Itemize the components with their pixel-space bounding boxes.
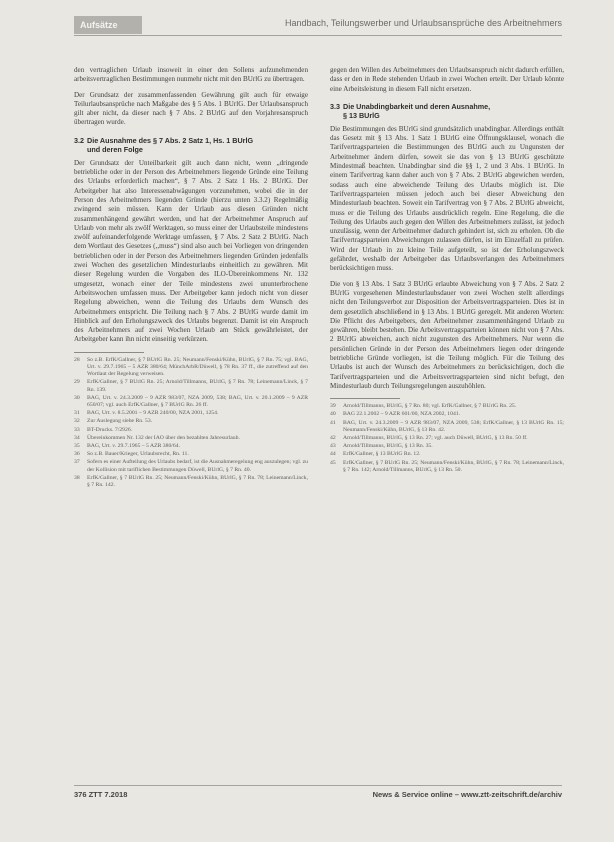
section-title: Die Ausnahme des § 7 Abs. 2 Satz 1, Hs. 1 BUrlG: [87, 135, 254, 145]
section-title: Die Unabdingbarkeit und deren Ausnahme,: [343, 101, 491, 111]
section-number: 3.2: [74, 135, 84, 145]
body-paragraph-2: Die von § 13 Abs. 1 Satz 3 BUrlG erlaubte Abweichung von § 7 Abs. 2 Satz 2 BUrlG vorgesehenen Mindesturlaubsdauer von zwei Wochen stellt allerdings nicht den Teilungsverbot zur Disposition der Arbeitsvertragsparteien. Dies ist in dem gesetzlich abschließend in § 13 Abs. 1 BUrlG geregelt. Mit anderen Worten: Die Pflicht des Arbeitgebers, den Arbeitnehmer zusammenhängend Urlaub zu gewähren, bleibt bestehen. Die Arbeitsvertragsparteien können nicht von § 7 Abs. 2 BUrlG abweichen, auch nicht zugunsten des Arbeitnehmers. Nur wenn die persönlichen Gründe in der Person des Arbeitnehmers liegen oder dringende betriebliche Gründe vorliegen, ist die Teilung möglich. Für die Teilung des Urlaubs ist auch der Wunsch des Arbeitnehmers zu berücksichtigen, doch die Tarifvertragsparteien und die Arbeitsvertragsparteien sind nicht befugt, den Mindesturlaub durch Teilungsregelungen auszuhöhlen.: [330, 279, 564, 390]
intro-paragraph: gegen den Willen des Arbeitnehmers den Urlaubsanspruch nicht dadurch erfüllen, dass er den in Rede stehenden Urlaub in zwei Wochen erteilt. Der Urlaub könnte eine Arbeitsleistung in diesem Fall nicht ersetzen.: [330, 66, 564, 93]
section-tag: Aufsätze: [74, 16, 142, 34]
footnote: 29 ErfK/Gallner, § 7 BUrlG Rn. 25; Arnold/Tillmanns, BUrlG, § 7 Rn. 78; Leinemann/Linck, § 7 Rn. 139.: [74, 379, 308, 393]
header-rule: [74, 35, 562, 36]
section-heading-3-3: [330, 102, 564, 120]
footnote: 42 Arnold/Tillmanns, BUrlG, § 13 Rn. 27; vgl. auch Düwell, BUrlG, § 13 Rn. 50 ff.: [330, 435, 528, 442]
body-paragraph: Der Grundsatz der Unteilbarkeit gilt auch dann nicht, wenn „dringende betriebliche oder in der Person des Arbeitnehmers liegende Gründe eine Teilung des Urlaubs erforderlich machen“, § 7 Abs. 2 Satz 1 Hs. 2 BUrlG. Der Arbeitgeber hat also Interessenabwägungen vorzunehmen, wobei die in der Person des Arbeitnehmers liegenden Gründe (hierzu unten 3.3.2) Regelmäßig zwingend sein müssen. Kann der Urlaub aus diesen Gründen nicht zusammenhängend gewährt werden, und hat der Arbeitnehmer Anspruch auf Urlaub von mehr als zwölf Werktagen, so muss einer der Urlaubsteile mindestens zwölf aufeinanderfolgende Werktage umfassen, § 7 Abs. 2 Satz 2 BUrlG. Nach dem Wortlaut des Gesetzes (,,muss“) sind also auch bei Vorliegen von dringenden betrieblichen oder in der Person des Arbeitnehmers liegenden Gründen jedenfalls zwei Wochen des gesetzlichen Mindesturlaubs einheitlich zu gewähren. Mit dieser Regelung wurden die Vorgaben des ILO-Übereinkommens Nr. 132 umgesetzt, wonach einer der Teile mindestens zwei ununterbrochene Arbeitswochen umfassen muss. Der Arbeitgeber kann jedoch nicht von dieser Regelung abweichen, wenn die Teilung des Urlaubs dem Wunsch des Arbeitnehmers entspricht. Die Teilung nach § 7 Abs. 2 BUrlG wurde damit im Hinblick auf den Erholungszweck des Urlaubs begrenzt. Damit ist ein Anspruch des Arbeitnehmers auf zwei Wochen Urlaub am Stück gewährleistet, der Arbeitgeber kann ihn nicht einseitig verkürzen.: [74, 158, 308, 344]
page-footer: [74, 785, 562, 801]
section-number: 3.3: [330, 101, 340, 111]
right-column: [330, 66, 564, 475]
footnote: 32 Zur Auslegung siehe Rn. 53.: [74, 418, 153, 425]
footnotes-right: [330, 403, 564, 474]
footnote: 35 BAG, Urt. v. 29.7.1965 – 5 AZR 380/64.: [74, 442, 181, 449]
footnote: 38 ErfK/Gallner, § 7 BUrlG Rn. 25; Neumann/Fenski/Kühn, BUrlG, § 7 Rn. 78; Leinemann/Linck, § 7 Rn. 142.: [74, 474, 308, 488]
footnote: 37 Sofern es einer Aufteilung des Urlaubs bedarf, ist die Ausnahmeregelung eng auszulegen; vgl. zu der Kollision mit tariflichen Bestimmungen Düwell, BUrlG, § 7 Rn. 40.: [74, 459, 308, 473]
footnote: 28 So z.B. ErfK/Gallner, § 7 BUrlG Rn. 25; Neumann/Fenski/Kühn, BUrlG, § 7 Rn. 75; vgl. BAG, Urt. v. 29.7.1965 – 5 AZR 380/64; MünchArbR/Düwell, § 78 Rn. 37 ff., die zutreffend auf den Wortlaut der Regelung verweisen.: [74, 356, 308, 378]
footnote: 39 Arnold/Tillmanns, BUrlG, § 7 Rn. 80; vgl. ErfK/Gallner, § 7 BUrlG Rn. 25.: [330, 403, 517, 410]
running-head: Handbach, Teilungswerber und Urlaubsansprüche des Arbeitnehmers: [284, 18, 562, 28]
footnote: 41 BAG, Urt. v. 24.3.2009 – 9 AZR 983/07, NZA 2009, 538; ErfK/Gallner, § 13 BUrlG Rn. 15; Neumann/Fenski/Kühn, BUrlG, § 13 Rn. 42.: [330, 419, 564, 433]
left-column: [74, 66, 308, 490]
footnote-rule: [74, 352, 144, 353]
footnote: 44 ErfK/Gallner, § 13 BUrlG Rn. 12.: [330, 451, 421, 458]
page-header: [74, 14, 562, 36]
section-subtitle: und deren Folge: [87, 144, 143, 154]
body-paragraph-1: Die Bestimmungen des BUrlG sind grundsätzlich unabdingbar. Allerdings enthält das Gesetz mit § 13 Abs. 1 Satz 1 BUrlG eine Öffnungsklausel, wonach die Tarifvertragsparteien die Bestimmungen des BUrlG auch zu Ungunsten der Arbeitnehmer ändern dürfen, soweit sie das von § 13 BUrlG geschützte Mindestmaß beachten. Unabdingbar sind die §§ 1, 2 und 3 Abs. 1 BUrlG. In einem Tarifvertrag kann daher auch von § 7 Abs. 2 BUrlG abgewichen werden, sodass auch eine abweichende Teilung des Urlaubs möglich ist. Die Tarifvertragsparteien müssen jedoch auch bei dieser Abweichung den Mindesturlaub beachten. Soweit ein Tarifvertrag von § 7 Abs. 2 BUrlG abweicht, muss er die Teilung des Urlaubs ausdrücklich regeln. Eine Regelung, die die Teilung des Urlaubs auch gegen den Willen des Arbeitnehmers zulässt, ist jedoch unzulässig, wenn der Arbeitnehmer dadurch gehindert ist, sich zu erholen. Ob die Tarifvertragsparteien Abweichungen zulassen dürfen, ist im Einzelfall zu prüfen. Wird der Urlaub in zu kleine Teile aufgeteilt, so ist der Erholungszweck gefährdet, weshalb der Arbeitgeber das Urlaubsverlangen des Arbeitnehmers berücksichtigen muss.: [330, 124, 564, 273]
footnotes-left: [74, 357, 308, 489]
footnote: 34 Übereinkommen Nr. 132 der IAO über den bezahlten Jahresurlaub.: [74, 434, 240, 441]
footnote: 30 BAG, Urt. v. 24.3.2009 – 9 AZR 983/07, NZA 2009, 538; BAG, Urt. v. 20.1.2009 – 9 AZR 650/07; vgl. auch ErfK/Gallner, § 7 BUrlG Rn. 26 ff.: [74, 394, 308, 408]
footnote: 43 Arnold/Tillmanns, BUrlG, § 13 Rn. 35.: [330, 443, 433, 450]
section-heading-3-2: [74, 136, 308, 154]
page-number: 376 ZTT 7.2018: [74, 790, 128, 799]
footnote: 36 So z.B. Bauer/Krieger, Urlaubsrecht, Rn. 11.: [74, 451, 189, 458]
footer-site-text: News & Service online – www.ztt-zeitschrift.de/archiv: [372, 790, 562, 799]
footnote-rule: [330, 398, 400, 399]
intro-paragraph-2: Der Grundsatz der zusammenfassenden Gewährung gilt auch für etwaige Teilurlaubsansprüche nach Maßgabe des § 5 Abs. 1 BUrlG. Der Urlaubsanspruch gilt aber nicht, da dieser nach § 7 Abs. 2 BUrlG auf den Vorjahresanspruch übertragen wurde.: [74, 90, 308, 127]
footnote: 31 BAG, Urt. v. 8.5.2001 – 9 AZR 240/00, NZA 2001, 1254.: [74, 410, 219, 417]
footnote: 40 BAG 22.1.2002 – 9 AZR 601/00, NZA 2002, 1041.: [330, 411, 461, 418]
footnote: 33 BT-Drucks. 7/2926.: [74, 426, 133, 433]
footnote: 45 ErfK/Gallner, § 7 BUrlG Rn. 25; Neumann/Fenski/Kühn, BUrlG, § 7 Rn. 78; Leinemann/Linck, § 7 Rn. 142; Arnold/Tillmanns, BUrlG, § 13 Rn. 50.: [330, 459, 564, 473]
section-subtitle: § 13 BUrlG: [343, 110, 380, 120]
footer-rule: [74, 785, 562, 786]
intro-paragraph-1: den vertraglichen Urlaub insoweit in einer den Sollens aufzunehmenden arbeitsvertraglichen Bestimmungen nunmehr nicht mit den BUrlG zu übertragen.: [74, 66, 308, 84]
